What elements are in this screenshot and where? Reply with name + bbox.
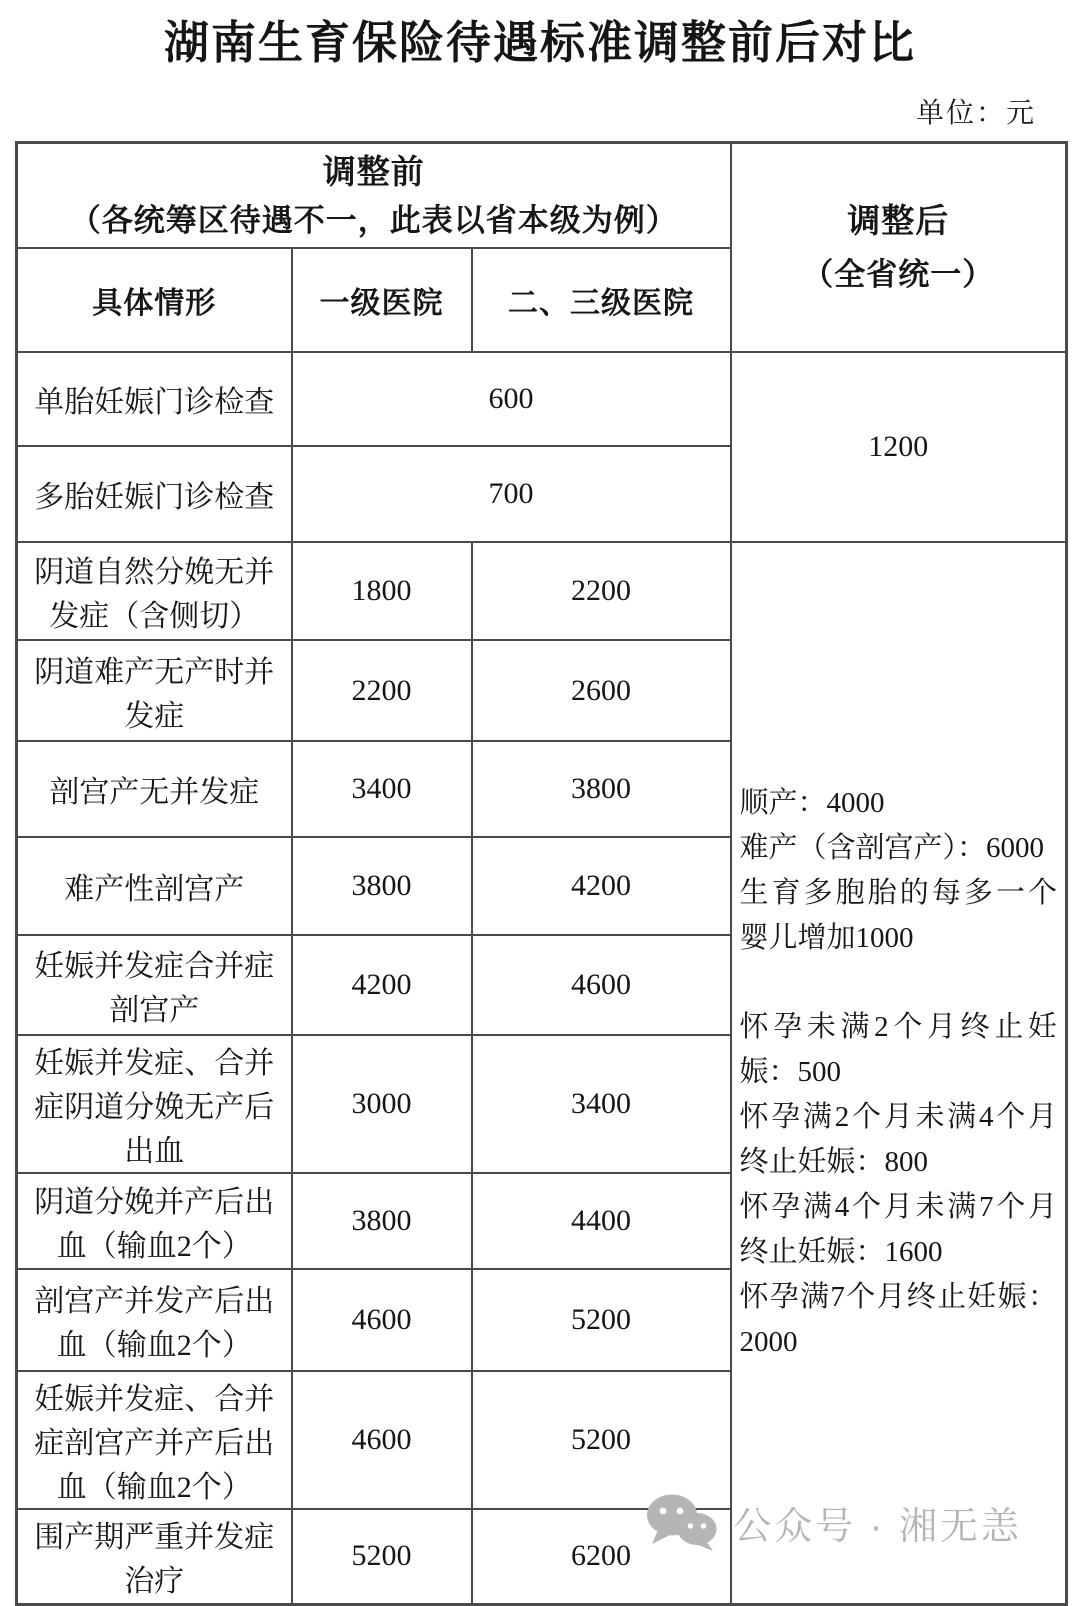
after-rule-line: 难产（含剖宫产）：6000: [739, 832, 1045, 865]
table-row: [17, 143, 1067, 249]
before-title: 调整前: [322, 153, 425, 190]
before-subtitle: （各统筹区待遇不一，此表以省本级为例）: [69, 203, 678, 239]
after-rule-line: 怀孕满2个月未满4个月终止妊娠：800: [739, 1100, 1058, 1178]
table-row: [17, 542, 1067, 640]
tier23-value-cell: 5200: [472, 1371, 731, 1509]
tier1-value-cell: 2200: [292, 640, 472, 741]
benefits-comparison-table: [15, 141, 1068, 1606]
after-subtitle: （全省统一）: [802, 257, 995, 293]
tier1-value-cell: 3400: [292, 741, 472, 837]
wechat-icon: [645, 1493, 719, 1551]
situation-cell: 阴道自然分娩无并发症（含侧切）: [17, 542, 292, 640]
tier23-value-cell: 5200: [472, 1269, 731, 1371]
page-title: 湖南生育保险待遇标准调整前后对比: [163, 17, 916, 68]
situation-cell: 单胎妊娠门诊检查: [17, 352, 292, 446]
unit-label: 单位：元: [915, 98, 1036, 129]
tier1-value-cell: 1800: [292, 542, 472, 640]
after-rule-line: 怀孕满7个月终止妊娠：2000: [739, 1280, 1058, 1358]
situation-cell: 多胎妊娠门诊检查: [17, 446, 292, 542]
situation-cell: 妊娠并发症、合并症剖宫产并产后出血（输血2个）: [17, 1371, 292, 1509]
situation-cell: 剖宫产并发产后出血（输血2个）: [17, 1269, 292, 1371]
situation-cell: 阴道分娩并产后出血（输血2个）: [17, 1173, 292, 1269]
after-rules-cell: [731, 542, 1067, 1604]
watermark-text: 公众号 · 湘无恙: [733, 1505, 1022, 1548]
after-rule-line: 怀孕满4个月未满7个月终止妊娠：1600: [739, 1190, 1058, 1268]
before-header-cell: [17, 143, 731, 249]
tier1-value-cell: 5200: [292, 1509, 472, 1604]
tier23-value-cell: 2200: [472, 542, 731, 640]
tier23-value-cell: 4200: [472, 837, 731, 935]
situation-cell: 阴道难产无产时并发症: [17, 640, 292, 741]
tier1-value-cell: 3000: [292, 1035, 472, 1173]
situation-cell: 围产期严重并发症治疗: [17, 1509, 292, 1604]
after-rule-line: 顺产：4000: [739, 787, 885, 820]
after-header-cell: [731, 143, 1067, 353]
situation-cell: 妊娠并发症、合并症阴道分娩无产后出血: [17, 1035, 292, 1173]
tier1-value-cell: 3800: [292, 1173, 472, 1269]
situation-cell: 妊娠并发症合并症剖宫产: [17, 935, 292, 1035]
tier23-value-cell: 6200: [472, 1509, 731, 1604]
watermark: [645, 1493, 1022, 1551]
column-header-tier23-hospital: 二、三级医院: [472, 248, 731, 352]
tier1-value-cell: 4600: [292, 1269, 472, 1371]
tier23-value-cell: 3800: [472, 741, 731, 837]
situation-cell: 剖宫产无并发症: [17, 741, 292, 837]
after-title: 调整后: [847, 202, 950, 240]
tier23-value-cell: 2600: [472, 640, 731, 741]
tier23-value-cell: 3400: [472, 1035, 731, 1173]
tier23-value-cell: 4600: [472, 935, 731, 1035]
situation-cell: 难产性剖宫产: [17, 837, 292, 935]
table-row: [17, 352, 1067, 446]
tier1-value-cell: 4200: [292, 935, 472, 1035]
tier1-value-cell: 4600: [292, 1371, 472, 1509]
after-rule-line: 怀孕未满2个月终止妊娠：500: [739, 1011, 1058, 1088]
before-value-cell: 700: [292, 446, 731, 542]
after-value-cell: 1200: [731, 352, 1067, 542]
after-rule-line: 生育多胞胎的每多一个婴儿增加1000: [739, 877, 1058, 955]
tier23-value-cell: 4400: [472, 1173, 731, 1269]
tier1-value-cell: 3800: [292, 837, 472, 935]
column-header-situation: 具体情形: [17, 248, 292, 352]
before-value-cell: 600: [292, 352, 731, 446]
column-header-tier1-hospital: 一级医院: [292, 248, 472, 352]
